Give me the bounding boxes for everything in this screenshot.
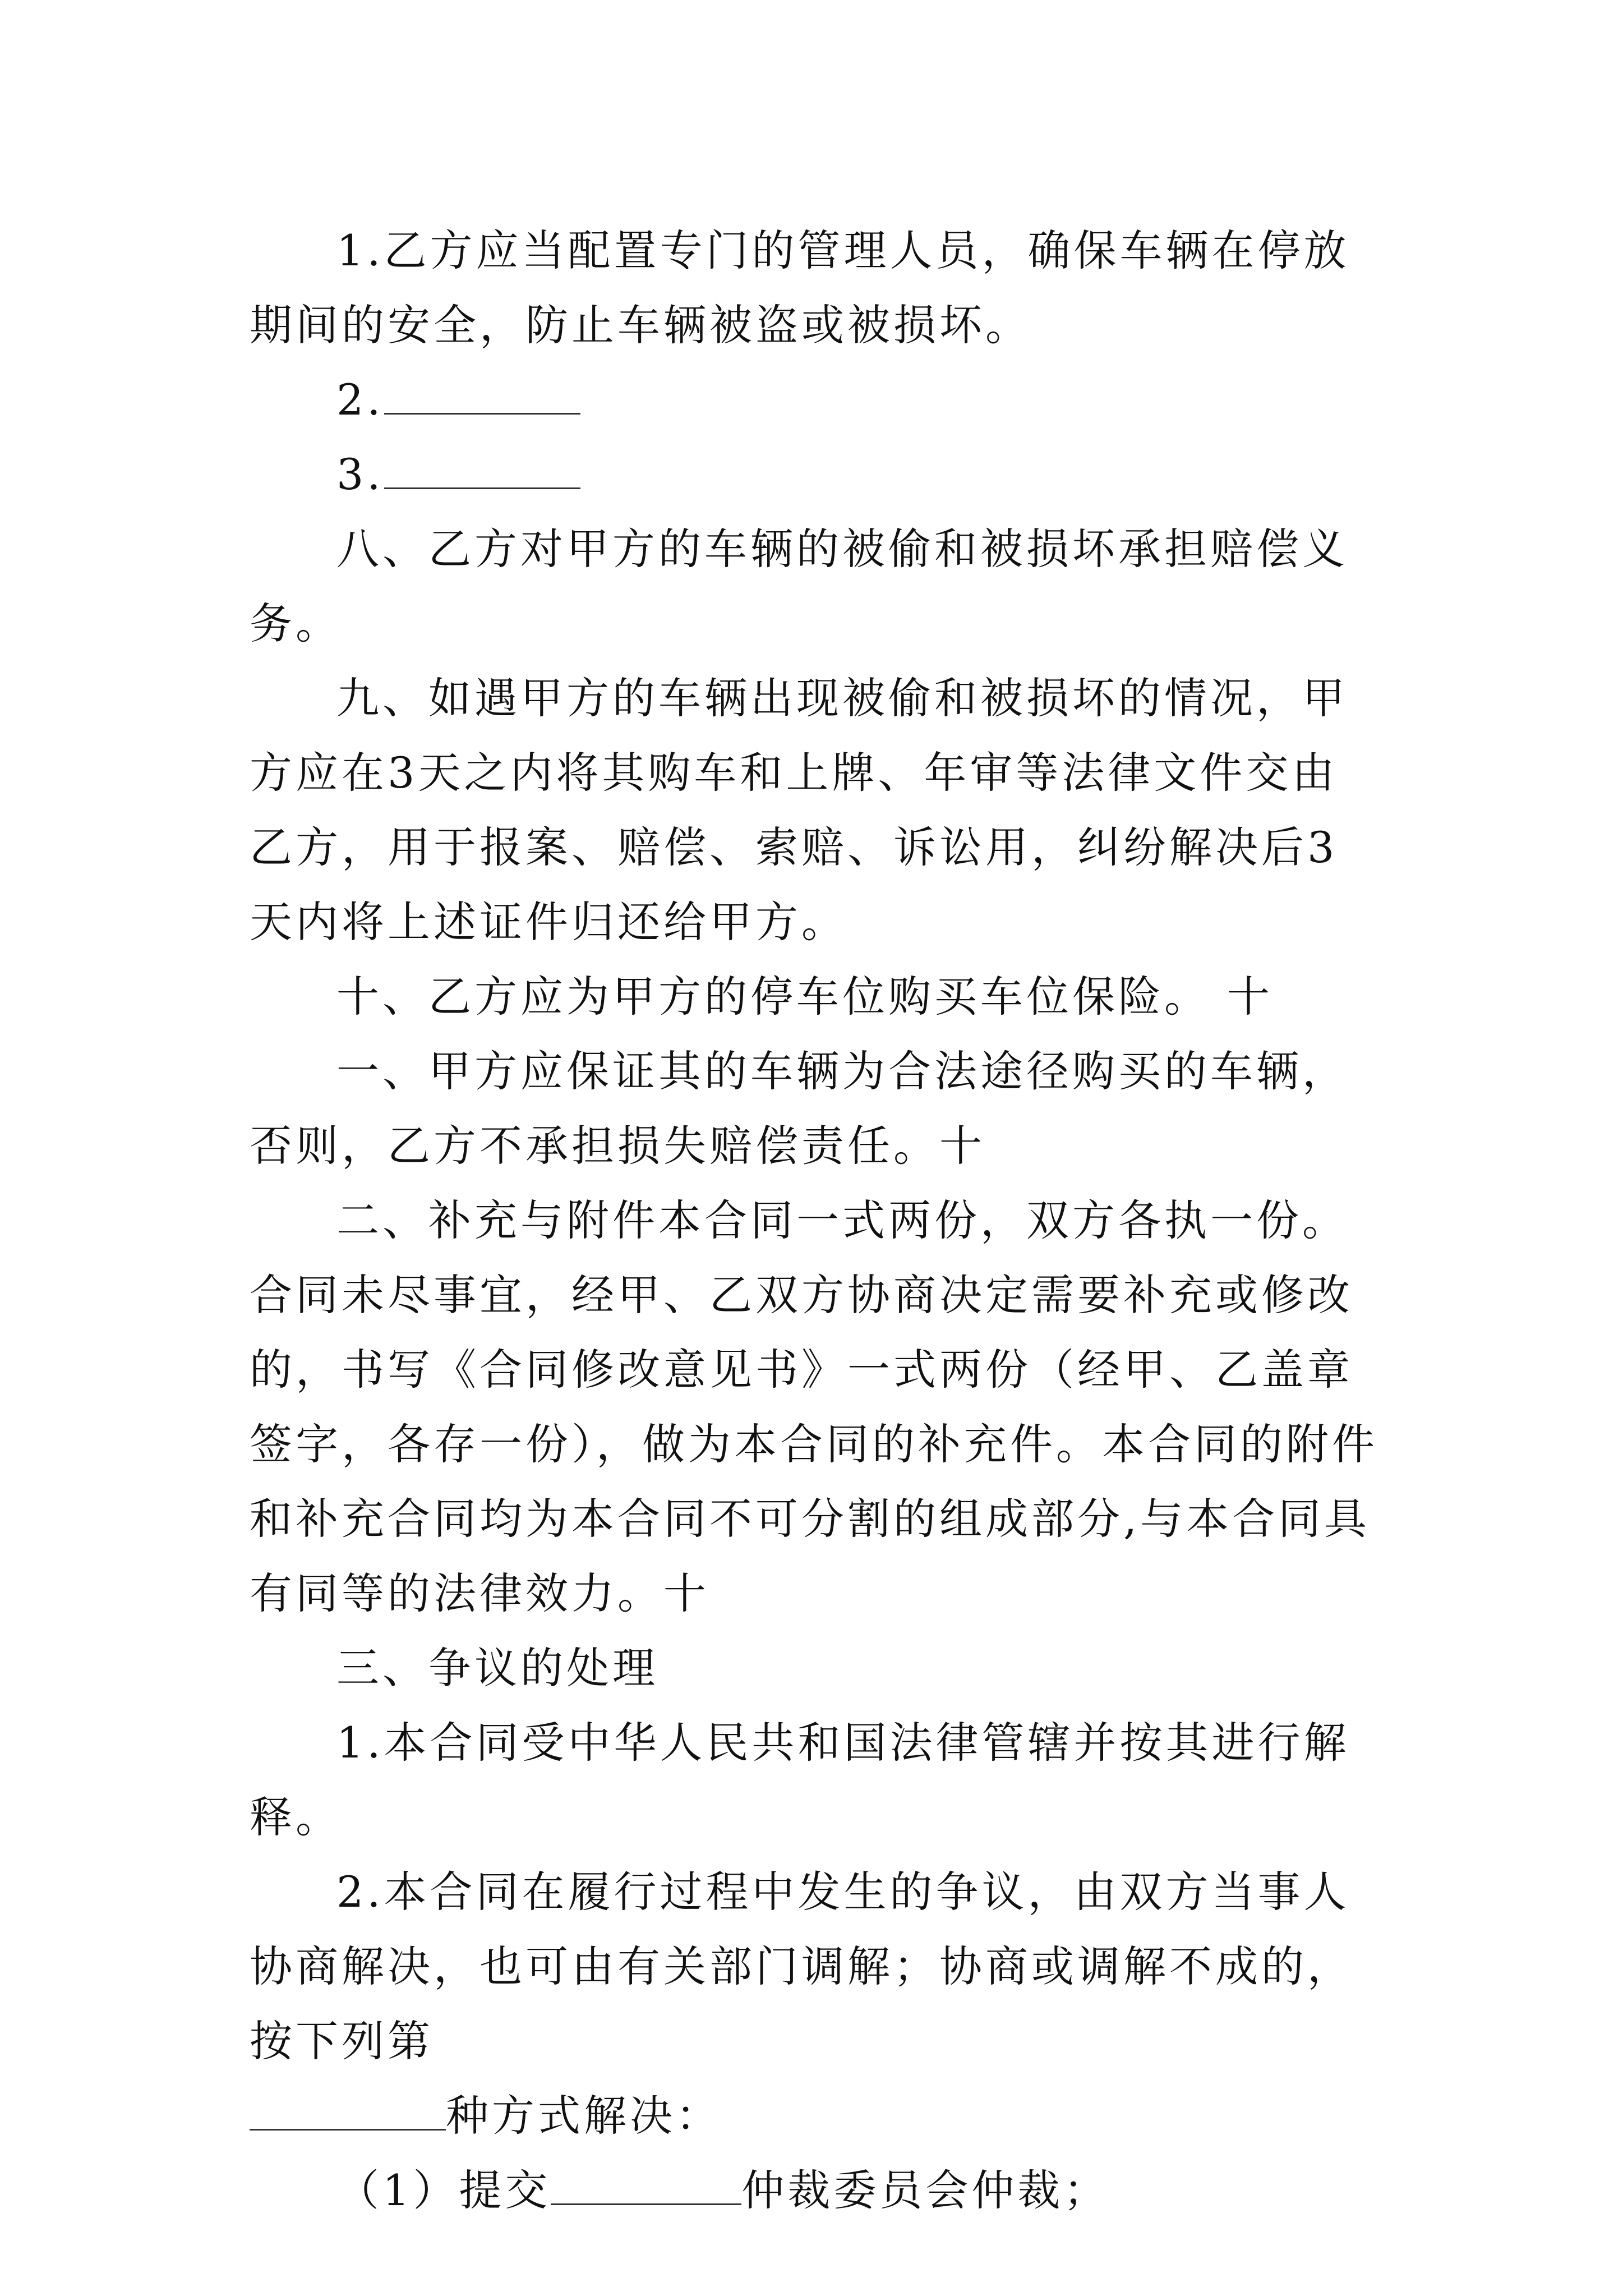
fill-in-blank bbox=[250, 2085, 446, 2131]
article-12: 二、补充与附件本合同一式两份，双方各执一份。合同未尽事宜，经甲、乙双方协商决定需要补充或修改的，书写《合同修改意见书》一式两份（经甲、乙盖章签字，各存一份），做为本合同的补充件。本合同的附件和补充合同均为本合同不可分割的组成部分,与本合同具有同等的法律效力。十 bbox=[250, 1195, 1378, 1618]
contract-text bbox=[250, 213, 1382, 2228]
arbitration-option-1 bbox=[250, 2153, 1382, 2228]
clause-3-blank bbox=[250, 437, 1382, 512]
arbitration-option-prefix: （1）提交 bbox=[336, 2165, 551, 2215]
clause-3-number: 3. bbox=[336, 449, 384, 499]
arbitration-option-suffix: 仲裁委员会仲裁； bbox=[741, 2165, 1110, 2215]
article-8: 八、乙方对甲方的车辆的被偷和被损坏承担赔偿义务。 bbox=[250, 524, 1348, 648]
fill-in-blank bbox=[384, 444, 580, 489]
article-9: 九、如遇甲方的车辆出现被偷和被损坏的情况，甲方应在3天之内将其购车和上牌、年审等法律文件交由乙方，用于报案、赔偿、索赔、诉讼用，纠纷解决后3天内将上述证件归还给甲方。 bbox=[250, 673, 1348, 947]
resolution-method-line bbox=[250, 2078, 1382, 2153]
resolution-method-text: 种方式解决： bbox=[446, 2091, 722, 2141]
clause-1-management-staff: 1.乙方应当配置专门的管理人员，确保车辆在停放期间的安全，防止车辆被盗或被损坏。 bbox=[250, 226, 1350, 350]
article-10: 十、乙方应为甲方的停车位购买车位保险。 十 bbox=[336, 972, 1274, 1022]
dispute-clause-1: 1.本合同受中华人民共和国法律管辖并按其进行解释。 bbox=[250, 1718, 1350, 1842]
clause-2-blank bbox=[250, 362, 1382, 437]
fill-in-blank bbox=[384, 369, 580, 415]
article-11: 一、甲方应保证其的车辆为合法途径购买的车辆，否则，乙方不承担损失赔偿责任。十 bbox=[250, 1046, 1348, 1171]
clause-2-number: 2. bbox=[336, 375, 384, 425]
article-13-heading: 三、争议的处理 bbox=[336, 1643, 658, 1693]
dispute-clause-2: 2.本合同在履行过程中发生的争议，由双方当事人协商解决，也可由有关部门调解；协商或调解不成的，按下列第 bbox=[250, 1867, 1353, 2066]
fill-in-blank bbox=[551, 2160, 741, 2205]
